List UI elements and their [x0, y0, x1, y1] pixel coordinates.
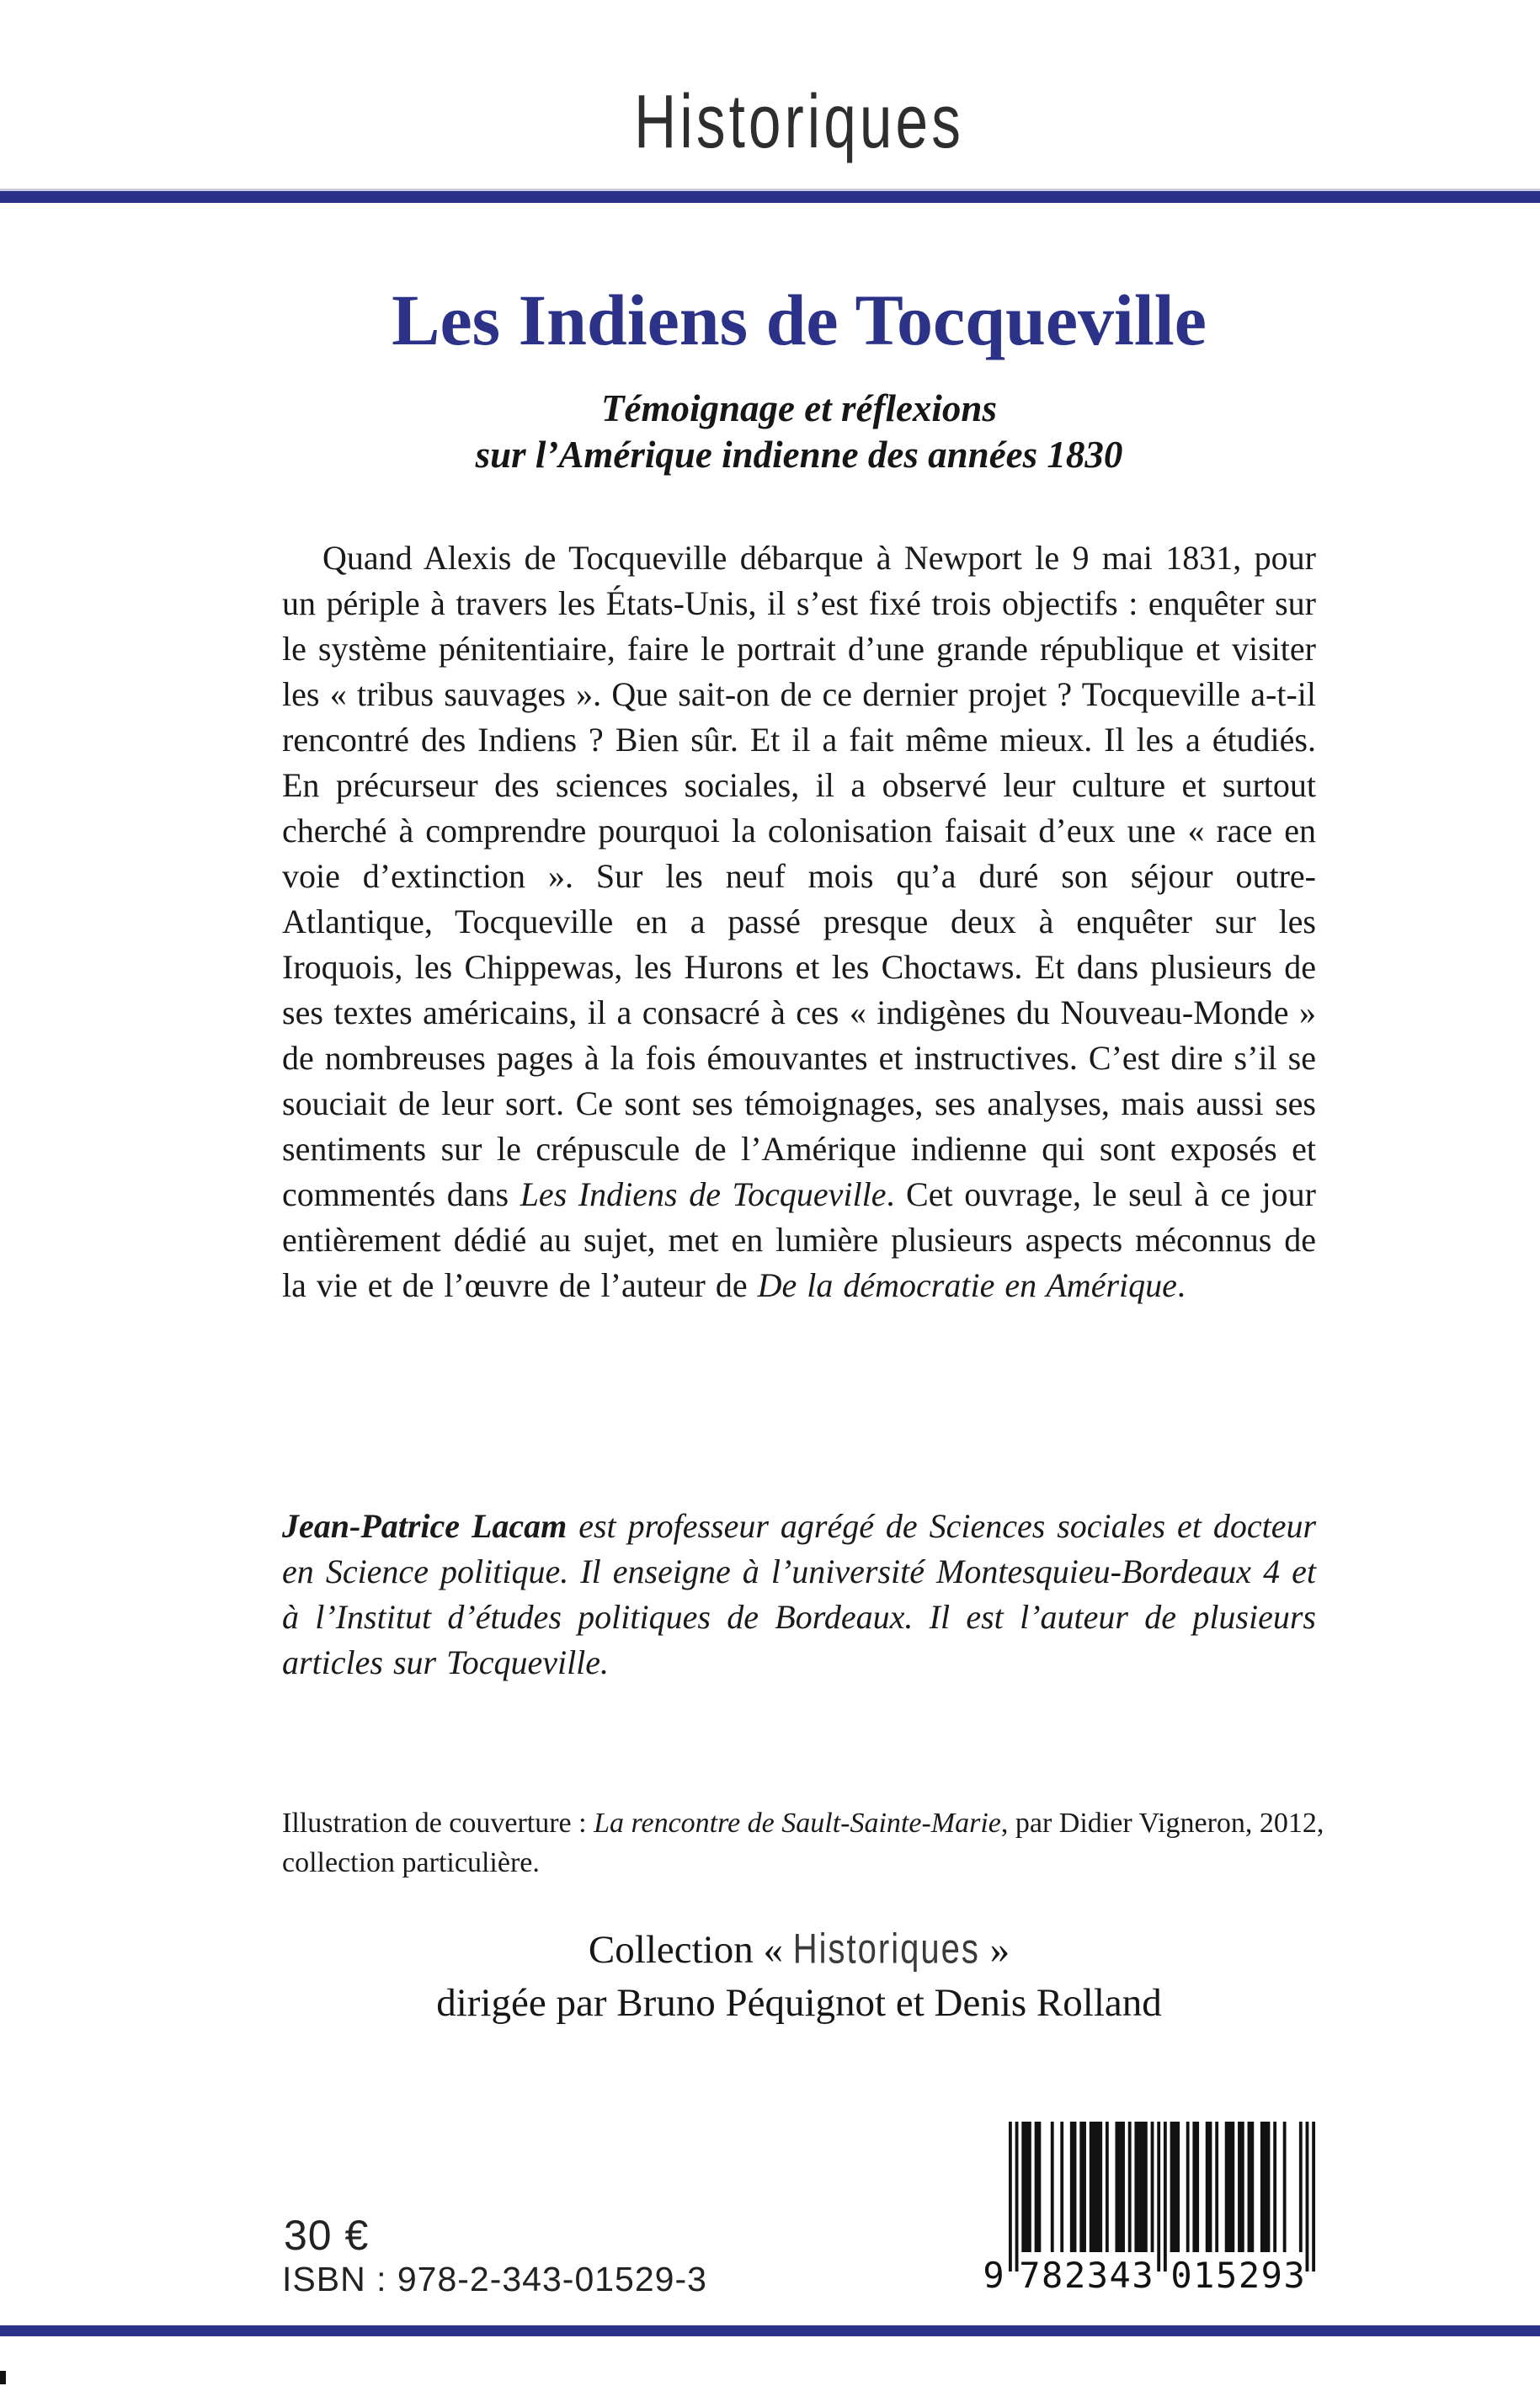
author-bio: Jean-Patrice Lacam est professeur agrégé de Sciences sociales et docteur en Science politique. Il enseigne à l’université Montesquieu-Bordeaux 4 et à l’Institut d’études politiques de Bordeaux. Il est l’auteur de plusieurs articles sur Tocqueville.	[282, 1507, 1317, 1681]
collection-prefix: Collection «	[588, 1928, 793, 1972]
corner-print-mark	[0, 2371, 6, 2384]
collection-logo-inline: Historiques	[792, 1925, 980, 1973]
svg-text:3: 3	[1283, 2255, 1305, 2290]
book-title: Les Indiens de Tocqueville	[392, 280, 1207, 360]
collection-logo: Historiques	[634, 79, 964, 164]
svg-text:2: 2	[1063, 2255, 1086, 2290]
barcode-svg	[970, 2122, 1332, 2290]
svg-text:0: 0	[1170, 2255, 1192, 2290]
ean13-barcode	[970, 2122, 1332, 2290]
cover-illustration-credit: Illustration de couverture : La rencontre de Sault-Sainte-Marie, par Didier Vigneron, 2012, collection particulière.	[282, 1808, 1324, 1878]
svg-text:5: 5	[1216, 2255, 1238, 2290]
svg-text:8: 8	[1042, 2255, 1063, 2290]
collection-logo-wrap	[282, 79, 1316, 165]
svg-text:9: 9	[1260, 2255, 1282, 2290]
top-divider-bar	[0, 191, 1540, 203]
subtitle-line-2: sur l’Amérique indienne des années 1830	[475, 434, 1123, 476]
svg-text:9: 9	[983, 2255, 1004, 2290]
collection-line	[282, 1926, 1316, 1975]
svg-text:7: 7	[1019, 2255, 1041, 2290]
subtitle-line-1: Témoignage et réflexions	[601, 387, 997, 429]
svg-text:3: 3	[1086, 2255, 1109, 2290]
svg-text:3: 3	[1132, 2255, 1154, 2290]
collection-suffix: »	[979, 1928, 1010, 1972]
back-cover-blurb: Quand Alexis de Tocqueville débarque à Newport le 9 mai 1831, pour un périple à travers les États-Unis, il s’est fixé trois objectifs : enquêter sur le système pénitentiaire, faire le portrait d’une grande république et visiter les « tribus sauvages ». Que sait-on de ce dernier projet ? Tocqueville a-t-il rencontré des Indiens ? Bien sûr. Et il a fait même mieux. Il les a étudiés. En précurseur des sciences sociales, il a observé leur culture et surtout cherché à comprendre pourquoi la colonisation faisait d’eux une « race en voie d’extinction ». Sur les neuf mois qu’a duré son séjour outre-Atlantique, Tocqueville en a passé presque deux à enquêter sur les Iroquois, les Chippewas, les Hurons et les Choctaws. Et dans plusieurs de ses textes américains, il a consacré à ces « indigènes du Nouveau-Monde » de nombreuses pages à la fois émouvantes et instructives. C’est dire s’il se souciait de leur sort. Ce sont ses témoignages, ses analyses, mais aussi ses sentiments sur le crépuscule de l’Amérique indienne qui sont exposés et commentés dans Les Indiens de Tocqueville. Cet ouvrage, le seul à ce jour entièrement dédié au sujet, met en lumière plusieurs aspects méconnus de la vie et de l’œuvre de l’auteur de De la démocratie en Amérique.	[282, 539, 1316, 1304]
price-label: 30 €	[284, 2212, 370, 2259]
bottom-divider-bar	[0, 2325, 1540, 2336]
isbn-label: ISBN : 978-2-343-01529-3	[282, 2260, 707, 2298]
collection-directors: dirigée par Bruno Péquignot et Denis Rolland	[436, 1981, 1162, 2025]
svg-text:4: 4	[1109, 2255, 1131, 2290]
svg-text:1: 1	[1193, 2255, 1215, 2290]
svg-text:2: 2	[1238, 2255, 1260, 2290]
book-subtitle	[282, 386, 1316, 478]
